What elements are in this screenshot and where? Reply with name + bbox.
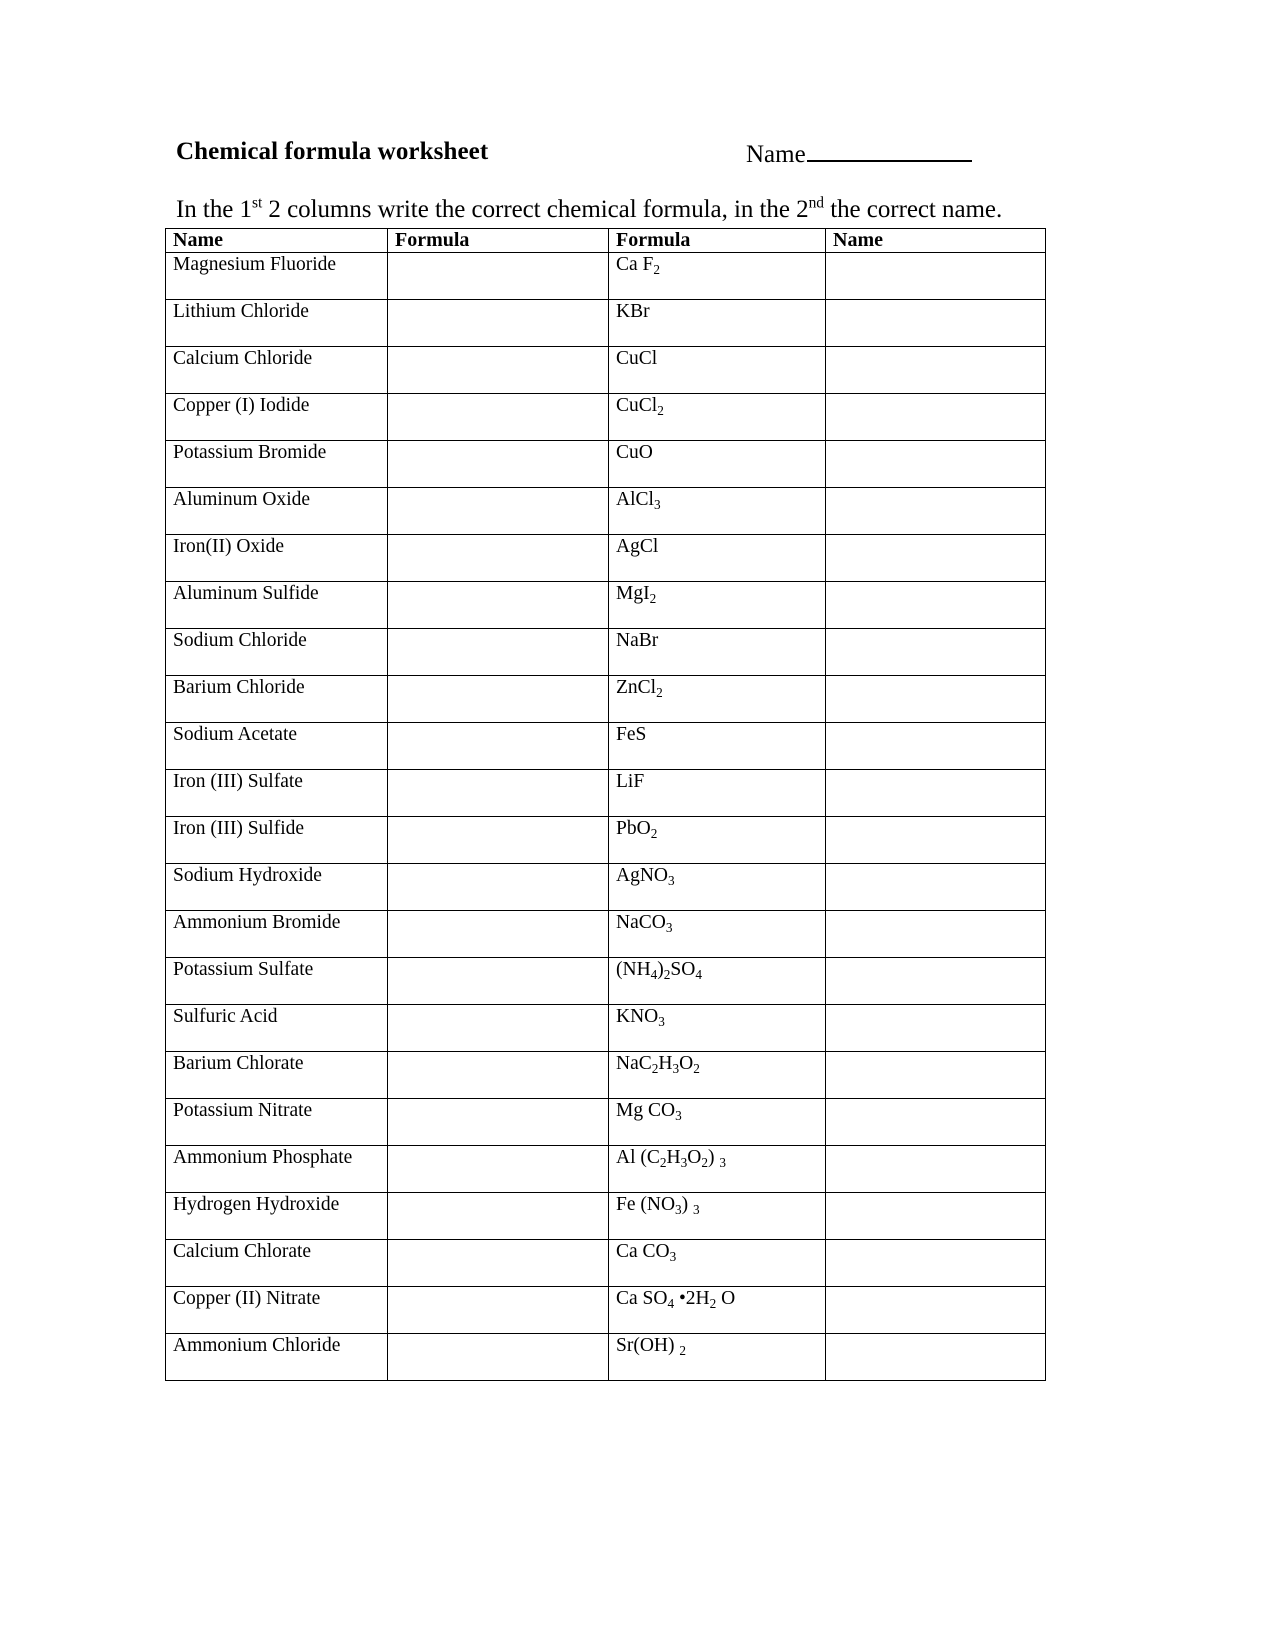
cell-name-left	[166, 488, 388, 535]
cell-formula-right	[609, 253, 826, 300]
cell-formula-right-text: CuCl$_2$	[616, 395, 664, 418]
table-row	[166, 535, 1046, 582]
cell-formula-right	[609, 864, 826, 911]
cell-formula-right-text: $(NH_4)_2SO_4$	[616, 959, 702, 982]
table-body	[166, 253, 1046, 1381]
cell-name-left-text: Calcium Chloride	[173, 348, 313, 369]
column-header-formula-right: Formula	[609, 229, 826, 253]
cell-formula-left[interactable]	[388, 1099, 609, 1146]
cell-formula-left-text	[395, 1053, 608, 1054]
cell-formula-left[interactable]	[388, 535, 609, 582]
cell-name-left-text: Ammonium Phosphate	[173, 1147, 353, 1168]
table-row	[166, 723, 1046, 770]
cell-name-left	[166, 1334, 388, 1381]
cell-formula-right	[609, 394, 826, 441]
cell-name-right-text	[833, 630, 1045, 631]
instruction-segment-1: In the 1	[176, 196, 252, 223]
cell-name-left-text: Ammonium Bromide	[173, 912, 341, 933]
cell-name-left	[166, 441, 388, 488]
cell-formula-left-text	[395, 536, 608, 537]
cell-name-right[interactable]	[826, 582, 1046, 629]
cell-name-left-text: Potassium Bromide	[173, 442, 327, 463]
cell-formula-right-text: ZnCl$_2$	[616, 677, 663, 700]
cell-name-left	[166, 1052, 388, 1099]
cell-formula-right-text: NaCO$_3$	[616, 912, 673, 935]
cell-formula-right	[609, 911, 826, 958]
cell-name-right[interactable]	[826, 1099, 1046, 1146]
cell-name-left-text: Aluminum Sulfide	[173, 583, 319, 604]
cell-formula-right-text: AgNO$_3$	[616, 865, 675, 888]
cell-name-right-text	[833, 1335, 1045, 1336]
cell-name-right-text	[833, 1241, 1045, 1242]
table-row	[166, 1334, 1046, 1381]
cell-name-left	[166, 770, 388, 817]
cell-name-left-text: Calcium Chlorate	[173, 1241, 312, 1262]
table-row	[166, 817, 1046, 864]
cell-formula-left[interactable]	[388, 676, 609, 723]
cell-name-left-text: Barium Chlorate	[173, 1053, 304, 1074]
cell-name-right[interactable]	[826, 723, 1046, 770]
cell-name-left-text: Iron(II) Oxide	[173, 536, 284, 557]
table-row	[166, 300, 1046, 347]
cell-formula-right	[609, 958, 826, 1005]
cell-formula-right-text: $KNO_3$	[616, 1006, 665, 1029]
table-row	[166, 1287, 1046, 1334]
cell-name-right[interactable]	[826, 676, 1046, 723]
cell-formula-left[interactable]	[388, 911, 609, 958]
cell-name-right[interactable]	[826, 488, 1046, 535]
document-header	[176, 138, 976, 172]
table-row	[166, 770, 1046, 817]
cell-name-left-text: Magnesium Fluoride	[173, 254, 337, 275]
table-row	[166, 1146, 1046, 1193]
cell-name-left	[166, 1193, 388, 1240]
instruction-ordinal-second: nd	[808, 194, 824, 212]
cell-formula-right	[609, 1240, 826, 1287]
cell-name-right[interactable]	[826, 1146, 1046, 1193]
cell-formula-left[interactable]	[388, 864, 609, 911]
cell-formula-right	[609, 770, 826, 817]
cell-name-right[interactable]	[826, 629, 1046, 676]
cell-formula-left[interactable]	[388, 582, 609, 629]
cell-formula-left[interactable]	[388, 723, 609, 770]
table-row	[166, 958, 1046, 1005]
cell-formula-right-text: Al $(C_2H_3O_2)$ $_3$	[616, 1147, 726, 1170]
cell-name-right[interactable]	[826, 770, 1046, 817]
cell-formula-right	[609, 441, 826, 488]
cell-formula-right	[609, 1099, 826, 1146]
cell-name-right-text	[833, 865, 1045, 866]
cell-name-right[interactable]	[826, 1334, 1046, 1381]
cell-name-right[interactable]	[826, 958, 1046, 1005]
cell-formula-right-text: KBr	[616, 301, 650, 322]
cell-formula-right	[609, 723, 826, 770]
cell-formula-left[interactable]	[388, 1240, 609, 1287]
cell-name-left-text: Lithium Chloride	[173, 301, 309, 322]
cell-name-right-text	[833, 1147, 1045, 1148]
cell-formula-left[interactable]	[388, 1146, 609, 1193]
cell-formula-left-text	[395, 583, 608, 584]
cell-formula-right-text: Ca $CO_3$	[616, 1241, 677, 1264]
cell-name-right-text	[833, 1006, 1045, 1007]
cell-name-left	[166, 1099, 388, 1146]
cell-name-right[interactable]	[826, 394, 1046, 441]
cell-formula-right	[609, 347, 826, 394]
cell-name-left-text: Potassium Nitrate	[173, 1100, 313, 1121]
instruction-line	[176, 196, 1002, 224]
cell-name-left	[166, 723, 388, 770]
cell-formula-right	[609, 1052, 826, 1099]
cell-name-right-text	[833, 1100, 1045, 1101]
cell-formula-right-text: MgI$_2$	[616, 583, 657, 606]
cell-formula-right	[609, 300, 826, 347]
cell-formula-left-text	[395, 1100, 608, 1101]
cell-formula-left[interactable]	[388, 488, 609, 535]
student-name-blank[interactable]	[807, 140, 972, 162]
student-name-label: Name	[746, 141, 806, 168]
cell-formula-right-text: LiF	[616, 771, 645, 792]
cell-formula-left-text	[395, 489, 608, 490]
cell-name-right-text	[833, 959, 1045, 960]
cell-formula-right	[609, 488, 826, 535]
table-row	[166, 488, 1046, 535]
cell-formula-left[interactable]	[388, 1287, 609, 1334]
cell-name-left-text: Hydrogen Hydroxide	[173, 1194, 340, 1215]
cell-formula-right-text: CuO	[616, 442, 653, 463]
cell-formula-left[interactable]	[388, 253, 609, 300]
cell-name-right-text	[833, 1053, 1045, 1054]
cell-formula-left[interactable]	[388, 629, 609, 676]
cell-formula-right-text: Fe $(NO_3)$ $_3$	[616, 1194, 700, 1217]
cell-name-left	[166, 300, 388, 347]
table-row	[166, 582, 1046, 629]
cell-name-right-text	[833, 1194, 1045, 1195]
cell-formula-left-text	[395, 724, 608, 725]
cell-formula-left[interactable]	[388, 770, 609, 817]
cell-name-left	[166, 1287, 388, 1334]
cell-name-right-text	[833, 395, 1045, 396]
cell-name-right[interactable]	[826, 911, 1046, 958]
cell-formula-left-text	[395, 1147, 608, 1148]
cell-name-left	[166, 817, 388, 864]
table-row	[166, 1240, 1046, 1287]
cell-formula-right	[609, 582, 826, 629]
cell-formula-left[interactable]	[388, 1193, 609, 1240]
cell-formula-left[interactable]	[388, 300, 609, 347]
cell-name-right-text	[833, 442, 1045, 443]
cell-formula-left-text	[395, 959, 608, 960]
cell-name-right[interactable]	[826, 441, 1046, 488]
cell-name-right-text	[833, 677, 1045, 678]
cell-formula-left-text	[395, 677, 608, 678]
cell-name-left	[166, 1240, 388, 1287]
cell-formula-right	[609, 535, 826, 582]
cell-formula-left-text	[395, 1241, 608, 1242]
cell-formula-right	[609, 1287, 826, 1334]
cell-formula-left[interactable]	[388, 958, 609, 1005]
cell-name-left	[166, 347, 388, 394]
cell-formula-right-text: PbO$_2$	[616, 818, 658, 841]
cell-formula-left[interactable]	[388, 347, 609, 394]
cell-name-right[interactable]	[826, 817, 1046, 864]
cell-name-left	[166, 394, 388, 441]
cell-formula-left-text	[395, 630, 608, 631]
cell-name-left	[166, 1146, 388, 1193]
cell-name-right[interactable]	[826, 1193, 1046, 1240]
cell-formula-right	[609, 629, 826, 676]
cell-formula-left[interactable]	[388, 441, 609, 488]
cell-name-left-text: Copper (I) Iodide	[173, 395, 310, 416]
cell-formula-left-text	[395, 912, 608, 913]
cell-formula-left-text	[395, 348, 608, 349]
cell-name-left-text: Copper (II) Nitrate	[173, 1288, 321, 1309]
table-row	[166, 441, 1046, 488]
cell-formula-left-text	[395, 1288, 608, 1289]
table-row	[166, 911, 1046, 958]
cell-name-left-text: Sulfuric Acid	[173, 1006, 278, 1027]
cell-formula-right-text: Mg $CO_3$	[616, 1100, 682, 1123]
table-row	[166, 394, 1046, 441]
cell-formula-left-text	[395, 442, 608, 443]
cell-name-right[interactable]	[826, 1052, 1046, 1099]
cell-formula-left[interactable]	[388, 817, 609, 864]
cell-formula-left-text	[395, 301, 608, 302]
table-row	[166, 1005, 1046, 1052]
cell-formula-left[interactable]	[388, 394, 609, 441]
cell-name-left	[166, 958, 388, 1005]
cell-name-right-text	[833, 348, 1045, 349]
table-row	[166, 1099, 1046, 1146]
cell-name-right-text	[833, 536, 1045, 537]
cell-name-right[interactable]	[826, 300, 1046, 347]
table-row	[166, 676, 1046, 723]
cell-name-left-text: Potassium Sulfate	[173, 959, 314, 980]
cell-formula-right-text: AgCl	[616, 536, 659, 557]
cell-name-left-text: Aluminum Oxide	[173, 489, 311, 510]
cell-name-left	[166, 535, 388, 582]
table-row	[166, 864, 1046, 911]
cell-formula-right-text: AlCl$_3$	[616, 489, 661, 512]
column-header-name-right: Name	[826, 229, 1046, 253]
cell-name-left	[166, 253, 388, 300]
table-header-row	[166, 229, 1046, 253]
cell-formula-left-text	[395, 865, 608, 866]
cell-name-right-text	[833, 1288, 1045, 1289]
cell-formula-right	[609, 676, 826, 723]
cell-formula-right-text: Sr(OH) $_2$	[616, 1335, 686, 1358]
table-row	[166, 629, 1046, 676]
instruction-ordinal-first: st	[251, 194, 263, 212]
cell-formula-right	[609, 817, 826, 864]
instruction-segment-3: the correct name.	[824, 196, 1003, 223]
cell-name-right-text	[833, 724, 1045, 725]
column-header-name-left: Name	[166, 229, 388, 253]
cell-formula-left-text	[395, 254, 608, 255]
cell-formula-right-text: FeS	[616, 724, 647, 745]
cell-name-left-text: Sodium Hydroxide	[173, 865, 322, 886]
cell-name-left	[166, 911, 388, 958]
cell-formula-left-text	[395, 395, 608, 396]
cell-formula-right-text: Ca $F_2$	[616, 254, 661, 277]
cell-name-left-text: Sodium Chloride	[173, 630, 307, 651]
cell-name-left-text: Iron (III) Sulfide	[173, 818, 305, 839]
cell-name-right-text	[833, 912, 1045, 913]
cell-name-right[interactable]	[826, 1240, 1046, 1287]
cell-formula-right	[609, 1193, 826, 1240]
cell-formula-right	[609, 1005, 826, 1052]
cell-name-right[interactable]	[826, 347, 1046, 394]
cell-formula-right-text: $NaC_2H_3O_2$	[616, 1053, 700, 1076]
cell-name-left	[166, 676, 388, 723]
cell-name-right-text	[833, 301, 1045, 302]
cell-name-left-text: Ammonium Chloride	[173, 1335, 341, 1356]
cell-formula-left[interactable]	[388, 1052, 609, 1099]
cell-name-right[interactable]	[826, 864, 1046, 911]
cell-formula-left[interactable]	[388, 1005, 609, 1052]
table-row	[166, 1052, 1046, 1099]
cell-name-left	[166, 582, 388, 629]
table-row	[166, 1193, 1046, 1240]
cell-formula-right-text: CuCl	[616, 348, 658, 369]
cell-formula-right	[609, 1334, 826, 1381]
cell-formula-left[interactable]	[388, 1334, 609, 1381]
table-row	[166, 347, 1046, 394]
table-row	[166, 253, 1046, 300]
cell-name-left-text: Sodium Acetate	[173, 724, 298, 745]
instruction-segment-2: 2 columns write the correct chemical formula, in the 2	[262, 196, 809, 223]
cell-name-right[interactable]	[826, 1287, 1046, 1334]
cell-name-left	[166, 864, 388, 911]
page-title: Chemical formula worksheet	[176, 138, 489, 165]
column-header-formula-left: Formula	[388, 229, 609, 253]
cell-name-right[interactable]	[826, 1005, 1046, 1052]
cell-name-left	[166, 629, 388, 676]
cell-formula-right	[609, 1146, 826, 1193]
cell-name-right-text	[833, 818, 1045, 819]
cell-name-right-text	[833, 583, 1045, 584]
cell-name-left	[166, 1005, 388, 1052]
chemical-formula-table	[165, 228, 1046, 1381]
cell-name-left-text: Barium Chloride	[173, 677, 305, 698]
cell-name-right-text	[833, 771, 1045, 772]
cell-name-left-text: Iron (III) Sulfate	[173, 771, 303, 792]
cell-formula-left-text	[395, 818, 608, 819]
cell-formula-right-text: NaBr	[616, 630, 659, 651]
cell-formula-left-text	[395, 1335, 608, 1336]
cell-formula-left-text	[395, 1006, 608, 1007]
cell-name-right[interactable]	[826, 535, 1046, 582]
cell-name-right-text	[833, 254, 1045, 255]
cell-formula-left-text	[395, 1194, 608, 1195]
cell-formula-right-text: Ca $SO_4$ $•2H_2$ O	[616, 1288, 736, 1311]
cell-name-right[interactable]	[826, 253, 1046, 300]
cell-formula-left-text	[395, 771, 608, 772]
student-name-field	[746, 140, 972, 169]
cell-name-right-text	[833, 489, 1045, 490]
